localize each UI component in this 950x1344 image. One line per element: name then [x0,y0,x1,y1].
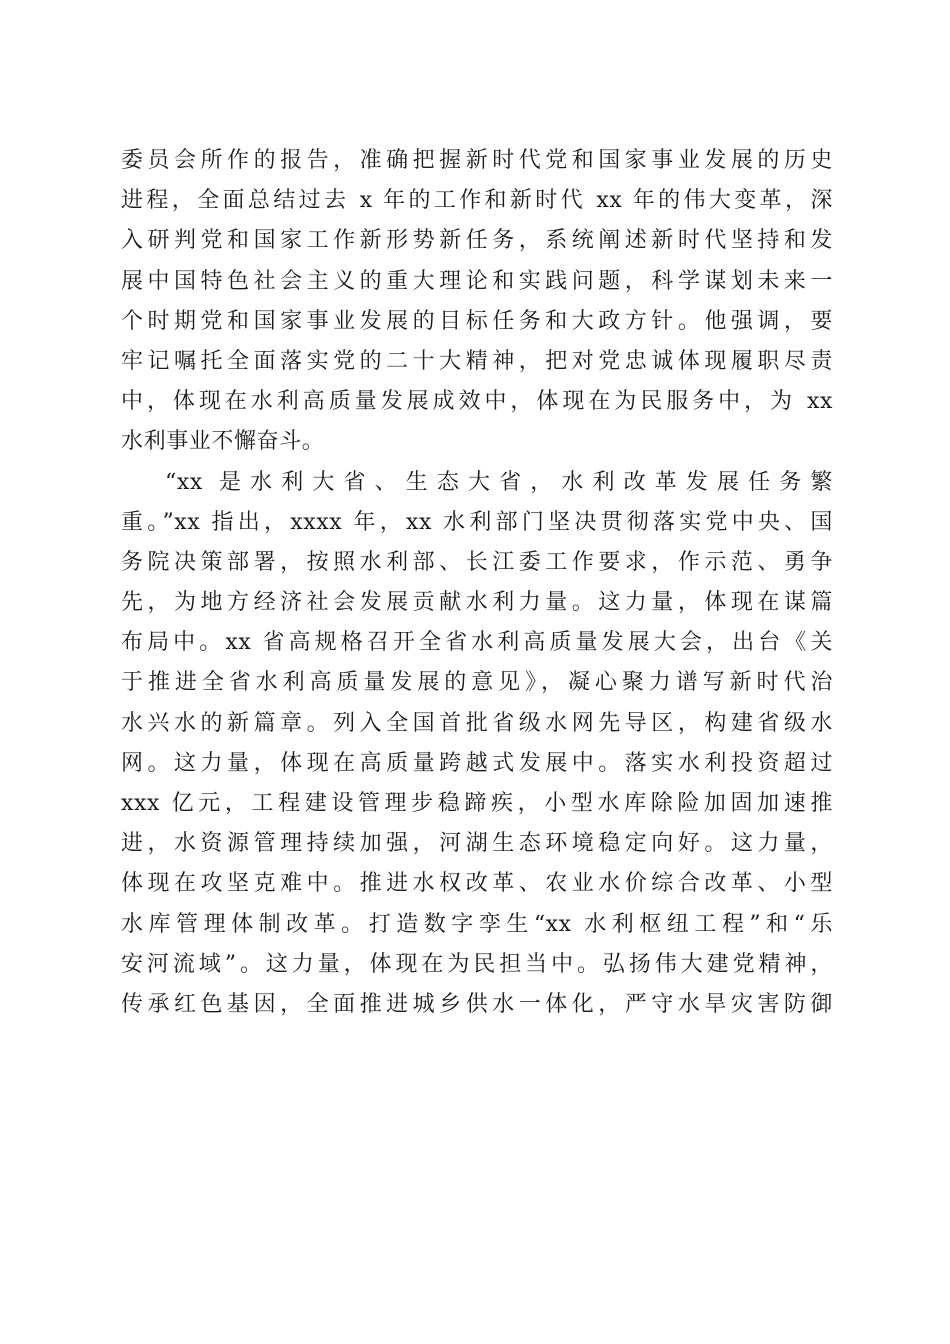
text-line: 务院决策部署，按照水利部、长江委工作要求，作示范、勇争 [121,549,833,575]
text-line: 中，体现在水利高质量发展成效中，体现在为民服务中，为 xx [121,389,833,415]
paragraph-1 [121,141,833,463]
text-line: 进，水资源管理持续加强，河湖生态环境稳定向好。这力量， [121,831,833,857]
paragraph-2 [121,463,833,1026]
text-line: 入研判党和国家工作新形势新任务，系统阐述新时代坚持和发 [121,228,833,254]
text-line: 牢记嘱托全面落实党的二十大精神，把对党忠诚体现履职尽责 [121,348,833,374]
text-line: 个时期党和国家事业发展的目标任务和大政方针。他强调，要 [121,308,833,334]
text-line: 进程，全面总结过去 x 年的工作和新时代 xx 年的伟大变革，深 [121,188,833,214]
text-line: 水利事业不懈奋斗。 [121,429,325,455]
text-line: 水兴水的新篇章。列入全国首批省级水网先导区，构建省级水 [121,710,833,736]
text-line: 重。”xx 指出，xxxx 年，xx 水利部门坚决贯彻落实党中央、国 [121,509,833,535]
text-line: 展中国特色社会主义的重大理论和实践问题，科学谋划未来一 [121,268,833,294]
text-line: 体现在攻坚克难中。推进水权改革、农业水价综合改革、小型 [121,871,833,897]
document-body [121,141,833,1025]
text-line: 布局中。xx 省高规格召开全省水利高质量发展大会，出台《关 [121,630,833,656]
text-line: xxx 亿元，工程建设管理步稳蹄疾，小型水库除险加固加速推 [121,791,833,816]
text-line: 于推进全省水利高质量发展的意见》，凝心聚力谱写新时代治 [121,670,833,696]
text-line: 网。这力量，体现在高质量跨越式发展中。落实水利投资超过 [121,750,833,776]
text-line: 水库管理体制改革。打造数字孪生“xx 水利枢纽工程”和“乐 [121,911,833,937]
text-line: 先，为地方经济社会发展贡献水利力量。这力量，体现在谋篇 [121,590,833,616]
text-line: “xx 是水利大省、生态大省，水利改革发展任务繁 [165,469,833,495]
text-line: 委员会所作的报告，准确把握新时代党和国家事业发展的历史 [121,148,833,173]
text-line: 安河流域”。这力量，体现在为民担当中。弘扬伟大建党精神， [121,951,833,977]
text-line: 传承红色基因，全面推进城乡供水一体化，严守水旱灾害防御 [121,991,833,1017]
